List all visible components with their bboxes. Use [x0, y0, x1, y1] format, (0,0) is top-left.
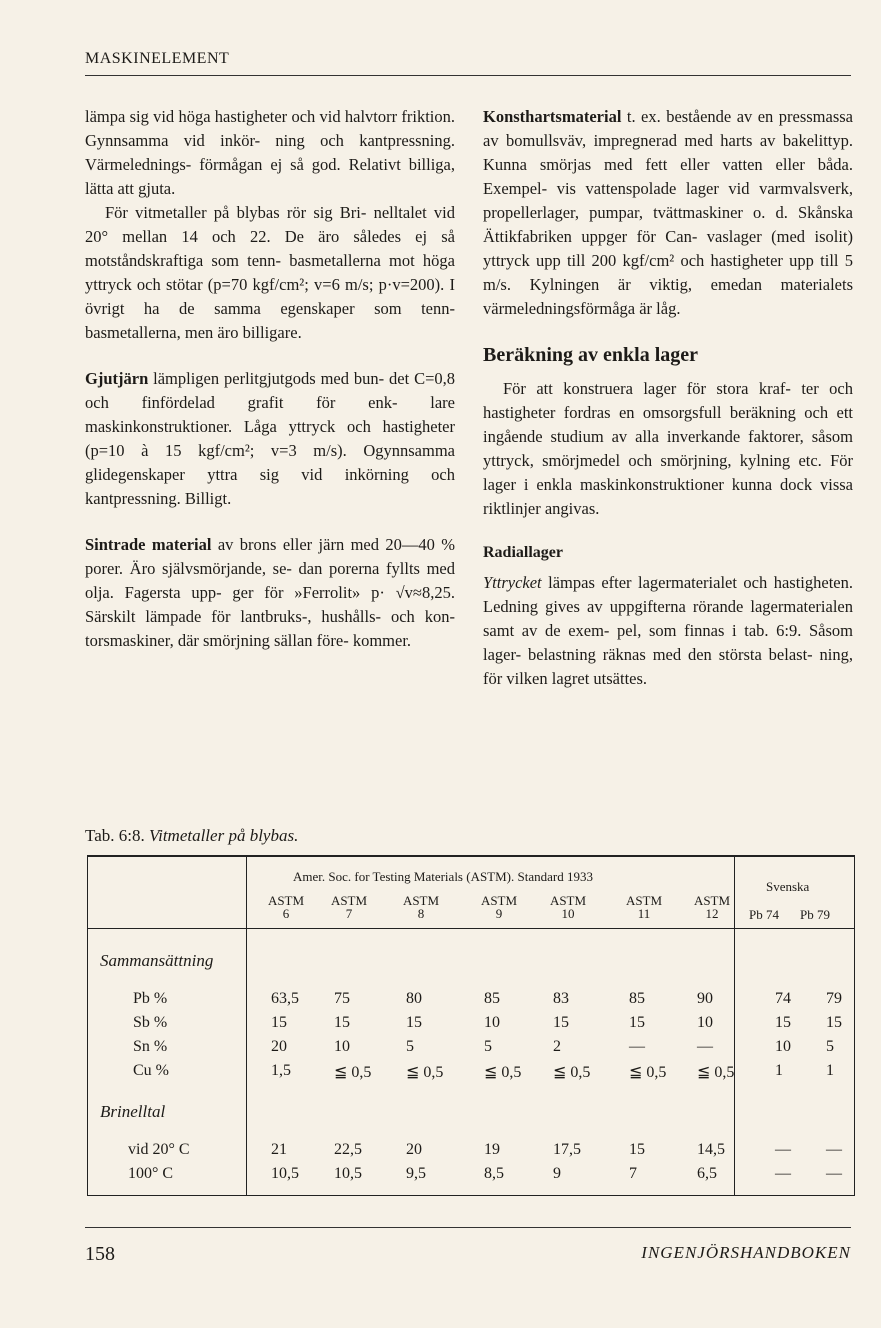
row-label: 100° C	[128, 1165, 174, 1182]
table-cell: 15	[553, 1014, 569, 1031]
section-label: Sammansättning	[100, 951, 214, 970]
table-cell: ≦ 0,5	[629, 1064, 667, 1081]
table-cell: ≦ 0,5	[334, 1064, 372, 1081]
table-cell: 10	[484, 1014, 500, 1031]
group-header: Amer. Soc. for Testing Materials (ASTM). Standard 1933	[293, 869, 593, 884]
column-header: ASTM 8	[402, 893, 440, 921]
table-cell: 5	[484, 1038, 492, 1055]
table-cell: 85	[629, 990, 645, 1007]
table-divider	[88, 928, 854, 929]
table-cell: 75	[334, 990, 350, 1007]
column-header: Pb 79	[800, 907, 830, 922]
column-header: ASTM 6	[267, 893, 305, 921]
section-heading: Beräkning av enkla lager	[483, 344, 699, 366]
left-column	[85, 105, 455, 653]
column-header: ASTM 11	[625, 893, 663, 921]
row-label: Sn %	[133, 1038, 168, 1055]
table-cell: 1	[775, 1062, 783, 1079]
table-cell: —	[775, 1165, 791, 1182]
lead-term: Sintrade material	[85, 535, 212, 554]
paragraph: Sintrade material av brons eller järn med 20—40 % porer. Äro självsmörjande, se- dan porerna fyllts med olja. Fagersta upp- ger för »Ferrolit» p· √v≈8,25. Särskilt lämpade för lantbruks-, hushålls- och kon- torsmaskiner, där smörjning sällan före- kommer.	[85, 535, 456, 650]
column-header: ASTM 7	[330, 893, 368, 921]
table-cell: 20	[271, 1038, 287, 1055]
table-cell: 19	[484, 1141, 500, 1158]
paragraph: För att konstruera lager för stora kraf- ter och hastigheter fordras en omsorgsfull beräkning och ett ingående studium av alla inverkande faktorer, såsom yttryck, smörjmedel och smörjning, kylning etc. För lager i enkla maskinkonstruktioner kunna dock vissa riktlinjer angivas.	[483, 379, 853, 518]
table-cell: 10	[697, 1014, 713, 1031]
table-cell: —	[775, 1141, 791, 1158]
table-cell: 80	[406, 990, 422, 1007]
footer-rule	[85, 1227, 851, 1228]
paragraph: lämpa sig vid höga hastigheter och vid halvtorr friktion. Gynnsamma vid inkör- ning och kantpressning. Värmelednings- förmågan ej så god. Relativt billiga, lätta att gjuta.	[85, 107, 455, 198]
table-cell: ≦ 0,5	[697, 1064, 735, 1081]
table-cell: 63,5	[271, 990, 299, 1007]
table-cell: 74	[775, 990, 791, 1007]
table-cell: 10,5	[334, 1165, 362, 1182]
table-caption: Tab. 6:8. Vitmetaller på blybas.	[85, 826, 299, 845]
running-header: MASKINELEMENT	[85, 50, 230, 67]
paragraph: Gjutjärn lämpligen perlitgjutgods med bun- det C=0,8 och finfördelad grafit för enk- lare maskinkonstruktioner. Låga yttryck och hastigheter (p=10 à 15 kgf/cm²; v=3 m/s). Ogynnsamma glidegenskaper yttra sig vid inkörning och kantpressning. Billigt.	[85, 369, 455, 508]
table-cell: 15	[629, 1141, 645, 1158]
book-title: INGENJÖRSHANDBOKEN	[641, 1243, 851, 1262]
lead-term: Konsthartsmaterial	[483, 107, 622, 126]
table-cell: ≦ 0,5	[484, 1064, 522, 1081]
lead-term: Yttrycket	[483, 573, 542, 592]
table-cell: 9,5	[406, 1165, 426, 1182]
table-cell: 9	[553, 1165, 561, 1182]
column-header: ASTM 9	[480, 893, 518, 921]
table-cell: 10	[334, 1038, 350, 1055]
table-cell: 79	[826, 990, 842, 1007]
table-cell: 21	[271, 1141, 287, 1158]
table-cell: 90	[697, 990, 713, 1007]
svenska-header: Svenska	[766, 879, 810, 894]
table-cell: 20	[406, 1141, 422, 1158]
column-header: ASTM 12	[693, 893, 731, 921]
table-cell: 10	[775, 1038, 791, 1055]
paragraph: Yttrycket lämpas efter lagermaterialet och hastigheten. Ledning gives av uppgifterna rörande lagermaterialen samt av de exem- pel, som finnas i tab. 6:9. Såsom lager- belastning räknas med den största belast- ning, för vilken lagret utsättes.	[483, 573, 853, 688]
table-cell: —	[697, 1038, 713, 1055]
table-cell: ≦ 0,5	[553, 1064, 591, 1081]
table-cell: 1	[826, 1062, 834, 1079]
table-cell: 15	[775, 1014, 791, 1031]
paragraph: För vitmetaller på blybas rör sig Bri- nelltalet vid 20° mellan 14 och 22. De äro således ej så motståndskraftiga som tenn- basmetallerna mot höga yttryck och stötar (p=70 kgf/cm²; v=6 m/s; p·v=200). I övrigt ha de samma egenskaper som tenn- basmetallerna, men äro billigare.	[85, 203, 455, 342]
table-cell: 83	[553, 990, 569, 1007]
table-cell: 5	[826, 1038, 834, 1055]
page-number: 158	[85, 1243, 115, 1265]
row-label: vid 20° C	[128, 1141, 190, 1158]
table-cell: 14,5	[697, 1141, 725, 1158]
table-cell: 2	[553, 1038, 561, 1055]
header-rule	[85, 75, 851, 76]
table-cell: —	[826, 1141, 842, 1158]
table-cell: 10,5	[271, 1165, 299, 1182]
table-cell: 22,5	[334, 1141, 362, 1158]
section-label: Brinelltal	[100, 1102, 166, 1121]
table-cell: 15	[629, 1014, 645, 1031]
table-cell: —	[826, 1165, 842, 1182]
column-header: ASTM 10	[549, 893, 587, 921]
table-cell: 15	[406, 1014, 422, 1031]
table-cell: 6,5	[697, 1165, 717, 1182]
table-cell: 7	[629, 1165, 637, 1182]
table-cell: 15	[334, 1014, 350, 1031]
table-cell: 15	[271, 1014, 287, 1031]
table-cell: 8,5	[484, 1165, 504, 1182]
table-cell: 17,5	[553, 1141, 581, 1158]
paragraph: Konsthartsmaterial t. ex. bestående av en pressmassa av bomullsväv, impregnerad med harts av bakelittyp. Kunna smörjas med fett eller vatten eller båda. Exempel- vis vattenspolade lager vid varmvalsverk, propellerlager, pumpar, tvättmaskiner o. d. Skånska Ättikfabriken uppger för Can- vaslager (med isolit) yttryck upp till 200 kgf/cm² och hastigheter upp till 5 m/s. Kylningen är viktig, emedan materialets värmeledningsförmåga är låg.	[483, 107, 853, 318]
table-divider	[246, 857, 247, 1195]
table-cell: 5	[406, 1038, 414, 1055]
table-cell: 15	[826, 1014, 842, 1031]
table-cell: 1,5	[271, 1062, 291, 1079]
row-label: Pb %	[133, 990, 168, 1007]
column-header: Pb 74	[749, 907, 779, 922]
lead-term: Gjutjärn	[85, 369, 149, 388]
table-cell: ≦ 0,5	[406, 1064, 444, 1081]
table-cell: 85	[484, 990, 500, 1007]
table-cell: —	[629, 1038, 645, 1055]
subsection-heading: Radiallager	[483, 544, 563, 561]
right-column	[483, 105, 853, 691]
row-label: Cu %	[133, 1062, 169, 1079]
row-label: Sb %	[133, 1014, 168, 1031]
data-table	[87, 855, 855, 1196]
